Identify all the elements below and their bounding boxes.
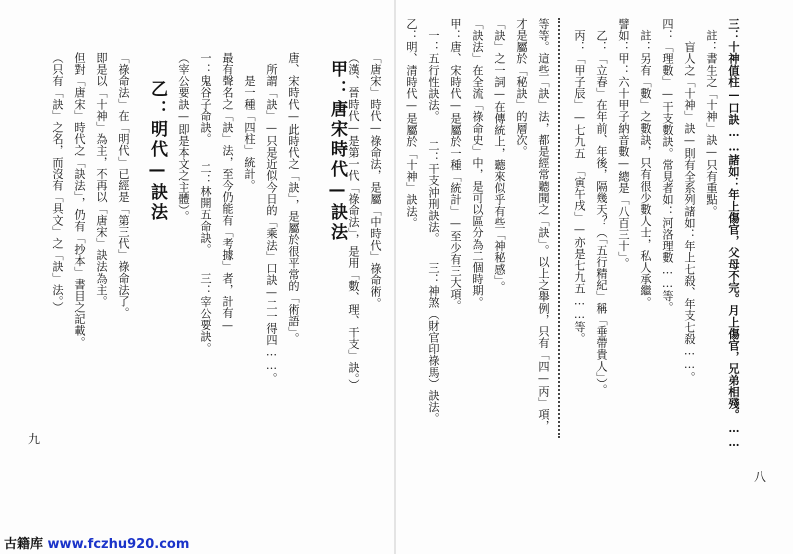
text-column: 一：鬼谷子命訣。 二：林開五命訣。 三：宰公要訣。: [199, 52, 212, 354]
text-column: 「唐宋」時代—祿命法，是屬「中時代」祿命術。: [369, 52, 382, 309]
text-column: 是一種「四柱」統計。: [243, 52, 256, 192]
text-column: 唐、宋時代—此時代之「訣」，是屬於很平常的「術語」。: [287, 52, 300, 345]
text-column: （只有「訣」之名，而沒有「具文」之「訣」法。）: [51, 52, 64, 314]
text-column: 盲人之「十神」訣—則有全系列諸如：年上七殺、年支七殺……。: [683, 18, 696, 383]
page-number: 八: [754, 470, 767, 484]
right-page: [396, 0, 793, 554]
text-column: 一：五行性訣法。 二：干支沖刑訣法。 三：神煞（財官印祿馬）訣法。: [427, 18, 440, 425]
text-column: 等等。這些「訣」法，都是經常聽聞之「訣」。以上之舉例，只有「四—丙」項，: [537, 18, 550, 432]
text-column: 所謂「訣」—只是近似今日的「乘法」口訣—二一得四……。: [265, 52, 278, 384]
section-heading-yi: 乙：明代—訣法: [147, 80, 167, 223]
page-number: 九: [28, 432, 41, 446]
text-column: 四：「理數」—干支數訣。常見者如：河洛理數……等。: [661, 18, 674, 314]
text-column: 乙：「立春」在年前、年後，隔幾天？（「五行精紀」稱「垂帶貴人」）。: [595, 18, 608, 396]
dotted-separator: [558, 18, 560, 438]
section-heading-jia: 甲：唐宋時代—訣法: [327, 60, 347, 243]
text-column: 甲：唐、宋時代—是屬於一種「統計」—至少有三大項。: [449, 18, 462, 312]
text-column: （漢、晉時代—是第一代「祿命法」，是用「數、理、干支」訣。）: [347, 52, 360, 391]
text-column: 三：十神值柱—口訣……諸如：年上傷官，父母不完。月上傷官，兄弟相殘。……: [727, 18, 741, 450]
text-column: 乙：明、清時代—是屬於「十神」訣法。: [405, 18, 418, 229]
site-name: 古籍库: [4, 537, 44, 552]
text-column: 丙：「甲子辰」—七九五 「寅午戌」—亦是七九五……等。: [573, 18, 586, 345]
text-column: 「訣」之一詞—在傳統上，聽來似乎有些「神秘感」。: [493, 18, 506, 293]
text-column: （宰公要訣—即是本文之主體）。: [177, 52, 190, 223]
text-column: 譬如：甲：六十甲子納音數—總是「八百三十」。: [617, 18, 630, 270]
text-column: 才是屬於「秘訣」的層次。: [515, 18, 528, 158]
text-column: 「祿命法」在「明代」已經是「第三代」祿命法了。: [117, 52, 130, 319]
site-url[interactable]: www.fczhu920.com: [47, 537, 190, 552]
left-page: [0, 0, 396, 554]
text-column: 註：書生之「十神」訣—只有重點。: [705, 18, 718, 217]
text-column: 「訣法」在全流「祿命史」中，是可以區分為二個時期。: [471, 18, 484, 308]
text-column: 註：另有「數」之數訣，只有很少數人士，私人承繼。: [639, 18, 652, 308]
watermark-footer: [0, 536, 193, 554]
text-column: 即是以「十神」為主，不再以「唐宋」訣法為主。: [95, 52, 108, 308]
text-column: 最有聲名之「訣」法，至今仍能有「考據」者，計有—: [221, 52, 234, 333]
text-column: 但對「唐宋」時代之「訣法」，仍有「抄本」書目之記載。: [73, 52, 86, 348]
